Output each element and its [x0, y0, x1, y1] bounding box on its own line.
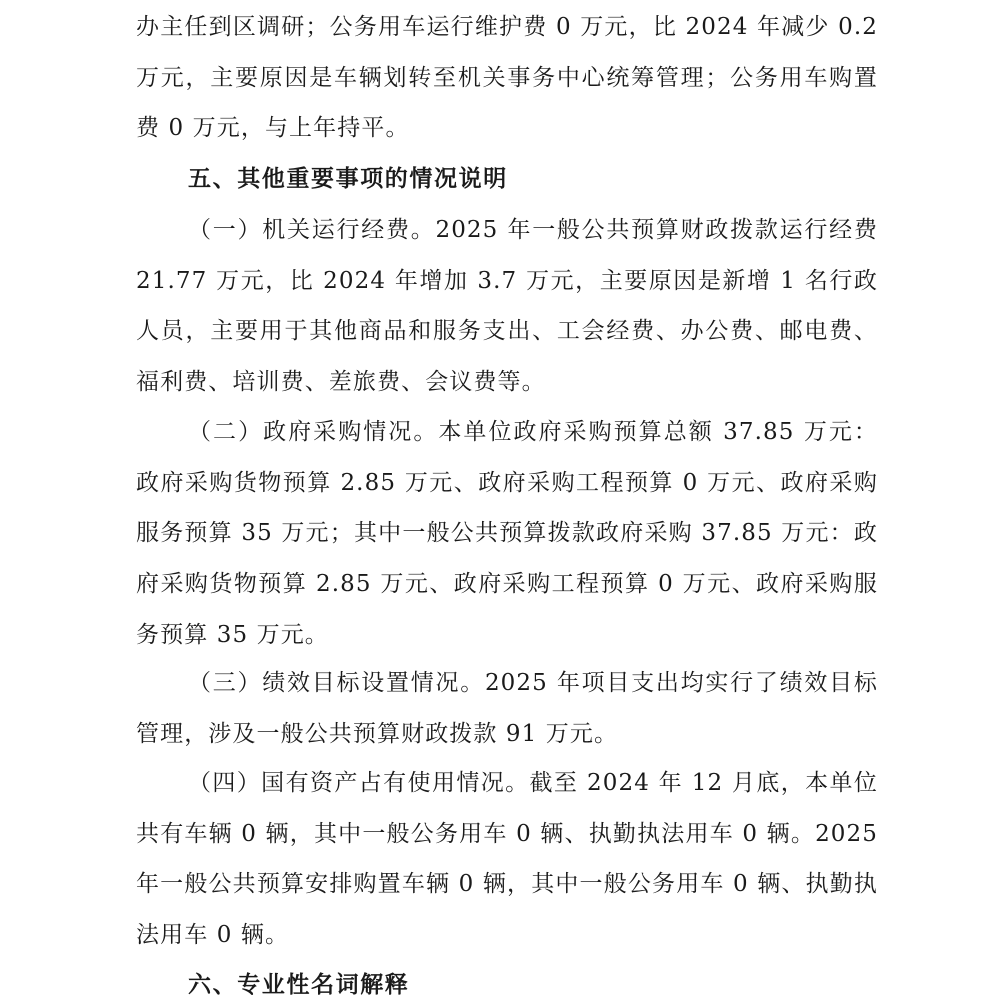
paragraph-operating-expenses: （一）机关运行经费。2025 年一般公共预算财政拨款运行经费 21.77 万元，比 2024 年增加 3.7 万元，主要原因是新增 1 名行政人员，主要用于其他商品和服务支出、工会经费、办公费、邮电费、福利费、培训费、差旅费、会议费等。: [136, 217, 878, 396]
paragraph-performance-targets: （三）绩效目标设置情况。2025 年项目支出均实行了绩效目标管理，涉及一般公共预算财政拨款 91 万元。: [136, 670, 878, 747]
section-heading-terminology: 六、专业性名词解释: [188, 972, 410, 998]
section-heading-other-matters: 五、其他重要事项的情况说明: [188, 166, 508, 192]
paragraph-vehicle-costs: 办主任到区调研；公务用车运行维护费 0 万元，比 2024 年减少 0.2 万元，主要原因是车辆划转至机关事务中心统筹管理；公务用车购置费 0 万元，与上年持平。: [136, 14, 878, 142]
paragraph-government-procurement: （二）政府采购情况。本单位政府采购预算总额 37.85 万元：政府采购货物预算 2.85 万元、政府采购工程预算 0 万元、政府采购服务预算 35 万元；其中一般公共预算拨款政府采购 37.85 万元：政府采购货物预算 2.85 万元、政府采购工程预算 0 万元、政府采购服务预算 35 万元。: [136, 419, 878, 648]
paragraph-state-assets: （四）国有资产占有使用情况。截至 2024 年 12 月底，本单位共有车辆 0 辆，其中一般公务用车 0 辆、执勤执法用车 0 辆。2025 年一般公共预算安排购置车辆 0 辆，其中一般公务用车 0 辆、执勤执法用车 0 辆。: [136, 770, 878, 949]
